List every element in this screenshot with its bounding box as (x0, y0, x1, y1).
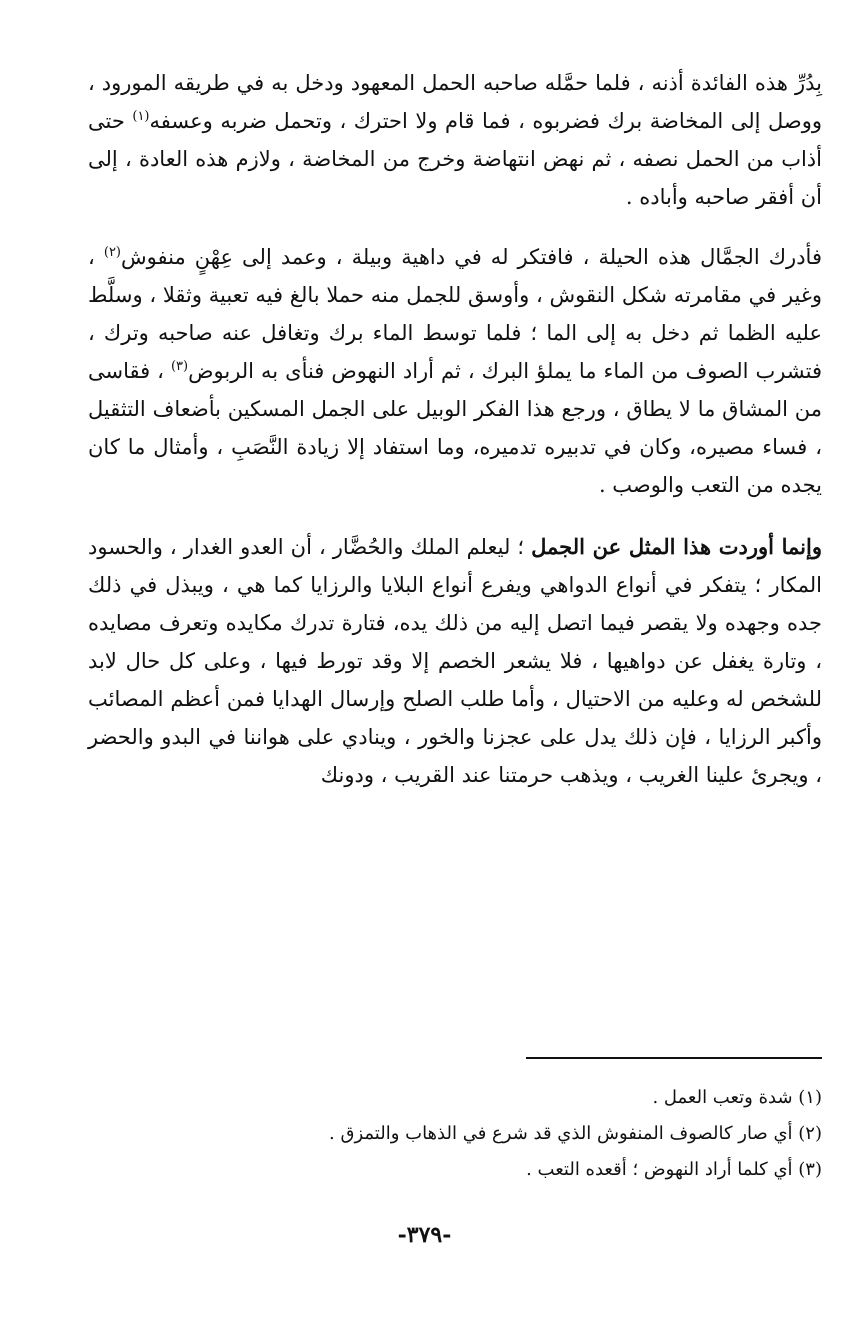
footnote-ref-1: (١) (132, 109, 150, 124)
paragraph-1-text-a: بِدُرِّ هذه الفائدة أذنه ، فلما حمَّله صاحبه الحمل المعهود ودخل به في طريقه المورود ، ووصل إلى المخاضة برك فضربوه ، فما قام ولا احترك ، وتحمل ضربه وعسفه (88, 71, 822, 133)
paragraph-3-text: ؛ ليعلم الملك والحُضَّار ، أن العدو الغدار ، والحسود المكار ؛ يتفكر في أنواع الدواهي ويفرع أنواع البلايا والرزايا كما هي ، ويبذل في ذلك جده وجهده ولا يقصر فيما اتصل إليه من ذلك يده، فتارة تدرك مكايده وتعرف مصايده ، وتارة يغفل عن دواهيها ، فلا يشعر الخصم إلا وقد تورط فيها ، وعلى كل حال لابد للشخص له وعليه من الاحتيال ، وأما طلب الصلح وإرسال الهدايا فمن أعظم المصائب وأكبر الرزايا ، فإن ذلك يدل على عجزنا والخور ، وينادي على هواننا في البدو والحضر ، ويجرئ علينا الغريب ، ويذهب حرمتنا عند القريب ، ودونك (88, 535, 822, 787)
paragraph-3 (88, 528, 822, 794)
footnote-ref-2: (٢) (103, 245, 121, 260)
footnote-3: (٣) أي كلما أراد النهوض ؛ أقعده التعب . (526, 1159, 822, 1180)
paragraph-2-text-b: ، وغير في مقامرته شكل النقوش ، وأوسق للجمل منه حملا بالغ فيه تعبية وثقلا ، وسلَّط عليه الظما ثم دخل به إلى الما ؛ فلما توسط الماء برك وتغافل عنه صاحبه وترك ، فتشرب الصوف من الماء ما يملؤ البرك ، ثم أراد النهوض فنأى به الربوض (88, 245, 822, 383)
paragraph-1-text-b: حتى أذاب من الحمل نصفه ، ثم نهض انتهاضة وخرج من المخاضة ، ولازم هذه العادة ، إلى أن أفقر صاحبه وأباده . (88, 109, 822, 209)
paragraph-2-text-c: ، فقاسى من المشاق ما لا يطاق ، ورجع هذا الفكر الوبيل على الجمل المسكين بأضعاف التثقيل ، فساء مصيره، وكان في تدبيره تدميره، وما استفاد إلا زيادة النَّصَبِ ، وأمثال ما كان يجده من التعب والوصب . (88, 359, 822, 497)
page-body (88, 64, 822, 816)
paragraph-2-text-a: فأدرك الجمَّال هذه الحيلة ، فافتكر له في داهية وبيلة ، وعمد إلى عِهْنٍ منفوش (121, 245, 822, 269)
footnote-separator (526, 1057, 822, 1059)
paragraph-3-lead: وإنما أوردت هذا المثل عن الجمل (531, 534, 822, 559)
footnotes (88, 1083, 822, 1191)
footnote-ref-3: (٣) (170, 359, 189, 374)
paragraph-2 (88, 238, 822, 504)
footnote-1: (١) شدة وتعب العمل . (652, 1087, 822, 1108)
footnote-2: (٢) أي صار كالصوف المنفوش الذي قد شرع في الذهاب والتمزق . (329, 1123, 822, 1144)
paragraph-1 (88, 64, 822, 216)
page-number: -٣٧٩- (397, 1222, 452, 1248)
